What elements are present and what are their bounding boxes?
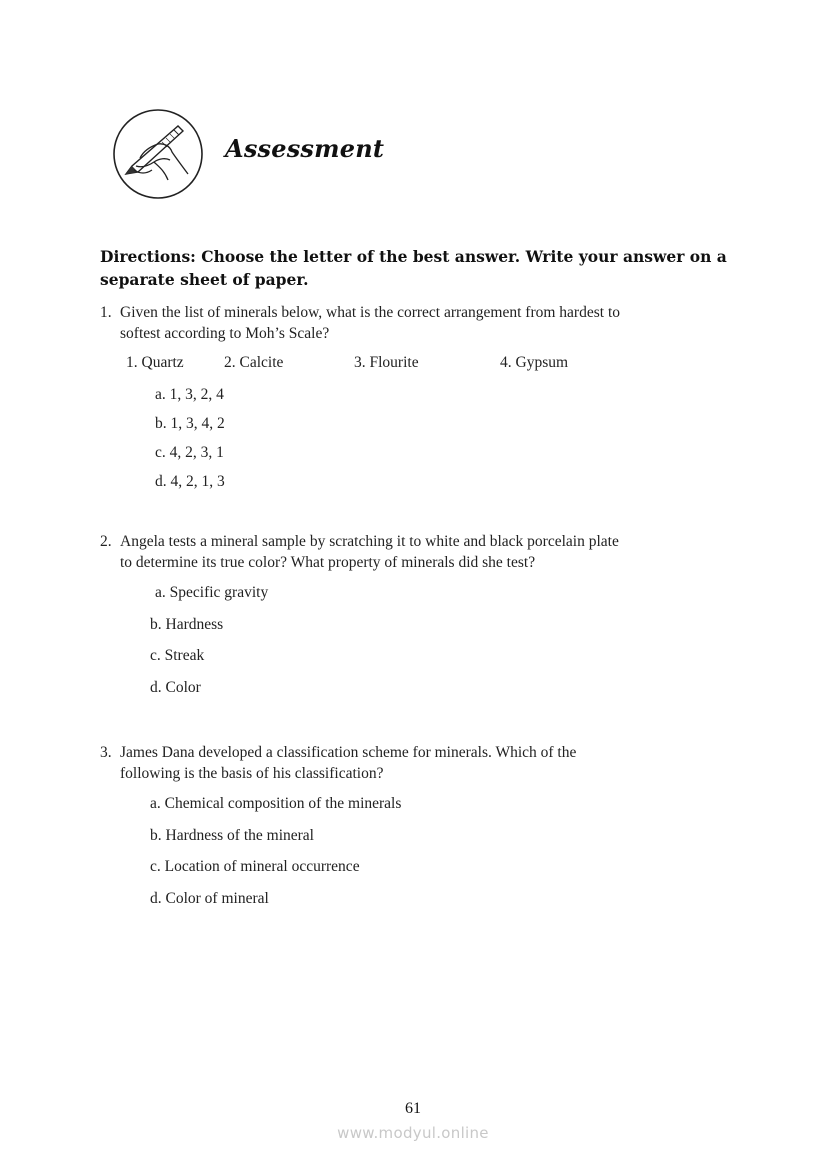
question-3 (100, 742, 740, 784)
q2-option-b[interactable]: b. Hardness (150, 616, 224, 633)
q2-option-c[interactable]: c. Streak (150, 647, 205, 664)
page-number: 61 (405, 1100, 421, 1117)
question-text-cont: softest according to Moh’s Scale? (120, 325, 330, 342)
question-number: 3. (100, 744, 112, 761)
q2-option-d[interactable]: d. Color (150, 679, 201, 696)
q1-option-d[interactable]: d. 4, 2, 1, 3 (155, 473, 225, 490)
q2-option-a[interactable]: a. Specific gravity (155, 584, 269, 601)
hand-writing-pencil-icon (112, 108, 204, 200)
mineral-calcite: 2. Calcite (224, 354, 284, 371)
q1-option-c[interactable]: c. 4, 2, 3, 1 (155, 444, 224, 461)
q3-option-b[interactable]: b. Hardness of the mineral (150, 827, 314, 844)
question-1 (100, 302, 740, 344)
question-text-cont: to determine its true color? What property of minerals did she test? (120, 554, 536, 571)
question-text: Given the list of minerals below, what is the correct arrangement from hardest to (120, 304, 620, 321)
q3-option-d[interactable]: d. Color of mineral (150, 890, 269, 907)
question-number: 1. (100, 304, 112, 321)
page-title: Assessment (225, 134, 385, 163)
question-text: James Dana developed a classification scheme for minerals. Which of the (120, 744, 577, 761)
q1-option-b[interactable]: b. 1, 3, 4, 2 (155, 415, 225, 432)
question-text-cont: following is the basis of his classification? (120, 765, 384, 782)
question-2 (100, 531, 740, 573)
mineral-gypsum: 4. Gypsum (500, 354, 569, 371)
question-text: Angela tests a mineral sample by scratching it to white and black porcelain plate (120, 533, 619, 550)
q1-option-a[interactable]: a. 1, 3, 2, 4 (155, 386, 224, 403)
mineral-quartz: 1. Quartz (126, 354, 184, 371)
q3-option-a[interactable]: a. Chemical composition of the minerals (150, 795, 402, 812)
question-number: 2. (100, 533, 112, 550)
watermark: www.modyul.online (337, 1124, 489, 1142)
mineral-flourite: 3. Flourite (354, 354, 419, 371)
q3-option-c[interactable]: c. Location of mineral occurrence (150, 858, 360, 875)
directions-text: Directions: Choose the letter of the best answer. Write your answer on a separate sheet of paper. (100, 247, 727, 289)
